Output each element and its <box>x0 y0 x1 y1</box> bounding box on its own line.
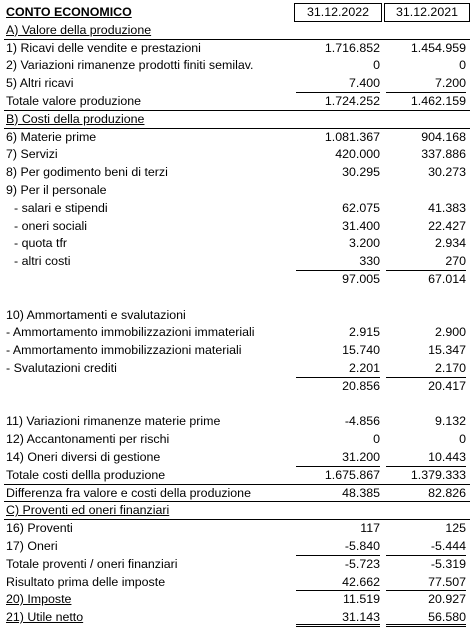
value-2022: 97.005 <box>342 271 380 286</box>
row-label: 2) Variazioni rimanenze prodotti finiti semilav. <box>6 58 254 73</box>
value-2022: 1.724.252 <box>324 93 380 108</box>
table-header-row <box>4 4 470 22</box>
table-row <box>4 342 470 360</box>
row-label: - quota tfr <box>14 236 68 251</box>
value-2022: -5.723 <box>344 556 380 571</box>
value-2022: -5.840 <box>296 538 380 556</box>
row-label: C) Proventi ed oneri finanziari <box>6 503 170 518</box>
value-2021: 2.934 <box>434 236 466 251</box>
value-2021: 22.427 <box>428 218 466 233</box>
row-label: - oneri sociali <box>14 218 87 233</box>
row-label: Differenza fra valore e costi della produzione <box>6 485 251 500</box>
row-label: 5) Altri ricavi <box>6 76 74 91</box>
value-2022: 2.201 <box>296 360 380 378</box>
table-row <box>4 538 470 556</box>
table-row <box>4 431 470 449</box>
row-label: 6) Materie prime <box>6 129 97 144</box>
table-row <box>4 182 470 200</box>
row-label: 12) Accantonamenti per rischi <box>6 432 170 447</box>
table-row <box>4 271 470 289</box>
value-2021: 10.443 <box>386 449 466 467</box>
row-label: 1) Ricavi delle vendite e prestazioni <box>6 40 201 55</box>
table-row <box>4 218 470 236</box>
value-2022: 20.856 <box>342 378 380 393</box>
value-2021: 9.132 <box>434 414 466 429</box>
value-2022: 3.200 <box>348 236 380 251</box>
table-row <box>4 129 470 147</box>
value-2022: 31.200 <box>296 449 380 467</box>
value-2022: 330 <box>296 253 380 271</box>
table-row <box>4 146 470 164</box>
value-2021: 2.900 <box>434 325 466 340</box>
value-2022: 15.740 <box>342 343 380 358</box>
value-2021: 41.383 <box>428 200 466 215</box>
table-row <box>4 449 470 467</box>
value-2022: -4.856 <box>344 414 380 429</box>
row-label: Totale costi dellla produzione <box>6 467 166 482</box>
value-2021: 1.379.333 <box>410 467 466 482</box>
table-row <box>4 502 470 520</box>
table-row <box>4 75 470 93</box>
value-2021: 0 <box>459 58 466 73</box>
row-label: 9) Per il personale <box>6 182 107 197</box>
table-row <box>4 485 470 503</box>
column-header-2022: 31.12.2022 <box>294 3 382 22</box>
table-row <box>4 57 470 75</box>
row-label: - Ammortamento immobilizzazioni immateriali <box>6 325 255 340</box>
row-label: 16) Proventi <box>6 521 73 536</box>
value-2022: 48.385 <box>342 485 380 500</box>
value-2022: 31.400 <box>342 218 380 233</box>
row-label: 17) Oneri <box>6 538 58 553</box>
row-label: 7) Servizi <box>6 147 58 162</box>
row-label: 8) Per godimento beni di terzi <box>6 165 168 180</box>
value-2021: 270 <box>386 253 466 271</box>
table-row <box>4 40 470 58</box>
value-2022: 62.075 <box>342 200 380 215</box>
table-row <box>4 609 470 627</box>
table-row <box>4 413 470 431</box>
table-row <box>4 93 470 111</box>
value-2021: 56.580 <box>386 609 466 627</box>
table-row <box>4 396 470 414</box>
row-label: 11) Variazioni rimanenze materie prime <box>6 414 221 429</box>
table-row <box>4 235 470 253</box>
table-row <box>4 164 470 182</box>
value-2022: 117 <box>360 521 380 536</box>
value-2022: 42.662 <box>296 574 380 592</box>
value-2021: 125 <box>445 521 466 536</box>
value-2021: 904.168 <box>421 129 466 144</box>
value-2022: 0 <box>373 432 380 447</box>
table-row <box>4 467 470 485</box>
table-row <box>4 307 470 325</box>
table-row <box>4 22 470 40</box>
value-2022: 11.519 <box>343 592 380 607</box>
value-2022: 30.295 <box>342 165 380 180</box>
table-row <box>4 360 470 378</box>
value-2021: 7.200 <box>386 75 466 93</box>
table-row <box>4 574 470 592</box>
value-2021: 337.886 <box>421 147 466 162</box>
value-2021: 0 <box>459 432 466 447</box>
row-label: B) Costi della produzione <box>6 111 145 126</box>
value-2022: 1.675.867 <box>324 467 380 482</box>
value-2022: 31.143 <box>296 609 380 627</box>
value-2022: 2.915 <box>348 325 380 340</box>
table-row <box>4 111 470 129</box>
value-2022: 1.716.852 <box>324 40 380 55</box>
value-2022: 7.400 <box>296 75 380 93</box>
row-label: 10) Ammortamenti e svalutazioni <box>6 307 186 322</box>
table-row <box>4 200 470 218</box>
value-2021: -5.319 <box>430 556 466 571</box>
value-2021: 2.170 <box>386 360 466 378</box>
row-label: - Svalutazioni crediti <box>6 360 117 375</box>
value-2021: 20.927 <box>428 592 466 607</box>
table-row <box>4 289 470 307</box>
row-label: Totale proventi / oneri finanziari <box>6 556 178 571</box>
value-2021: 15.347 <box>428 343 466 358</box>
value-2021: 30.273 <box>428 165 466 180</box>
value-2021: 20.417 <box>428 378 466 393</box>
statement-title: CONTO ECONOMICO <box>6 5 132 19</box>
row-label: A) Valore della produzione <box>6 22 152 37</box>
value-2021: 1.462.159 <box>410 93 466 108</box>
row-label: - salari e stipendi <box>14 200 108 215</box>
value-2022: 420.000 <box>335 147 380 162</box>
row-label: Totale valore produzione <box>6 93 142 108</box>
value-2022: 1.081.367 <box>324 129 380 144</box>
row-label: 14) Oneri diversi di gestione <box>6 449 161 464</box>
row-label: - altri costi <box>14 254 71 269</box>
value-2022: 0 <box>373 58 380 73</box>
column-header-2021: 31.12.2021 <box>384 3 470 22</box>
table-row <box>4 253 470 271</box>
value-2021: 1.454.959 <box>410 40 466 55</box>
value-2021: 82.826 <box>428 485 466 500</box>
table-row <box>4 556 470 574</box>
table-row <box>4 324 470 342</box>
value-2021: -5.444 <box>386 538 466 556</box>
row-label: 20) Imposte <box>6 592 72 607</box>
row-label: - Ammortamento immobilizzazioni materiali <box>6 343 242 358</box>
row-label: 21) Utile netto <box>6 610 84 625</box>
table-row <box>4 378 470 396</box>
table-row <box>4 520 470 538</box>
row-label: Risultato prima delle imposte <box>6 574 166 589</box>
value-2021: 67.014 <box>428 271 466 286</box>
value-2021: 77.507 <box>386 574 466 592</box>
income-statement-table <box>4 4 470 627</box>
